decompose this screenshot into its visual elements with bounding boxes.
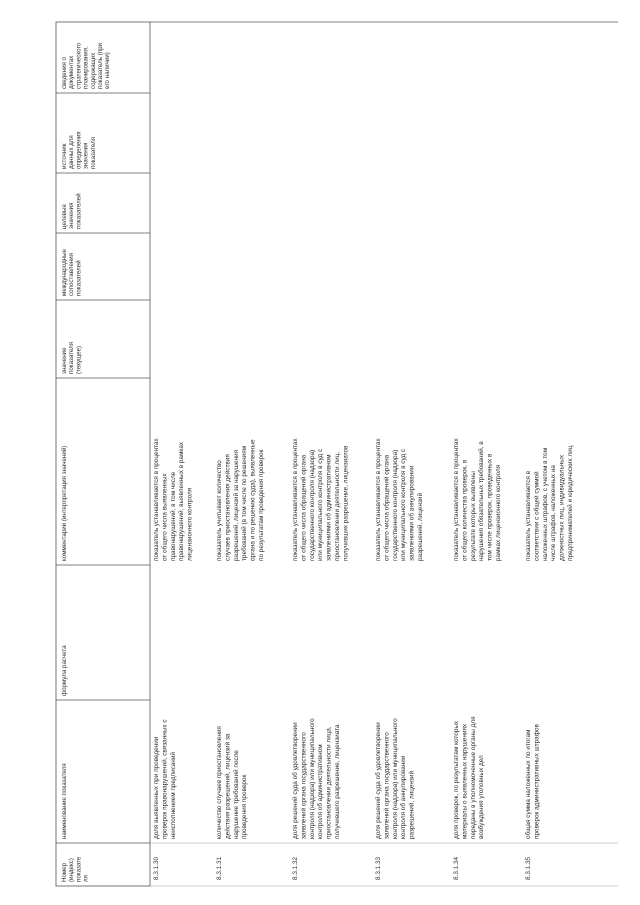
- comment-line: от общего числа выявленных: [161, 473, 169, 561]
- header-cell: [61, 856, 90, 882]
- table-row: [453, 438, 502, 880]
- table-content: [61, 42, 574, 882]
- comment-line: предпринимателей и юридических лиц: [567, 445, 574, 561]
- header-cell: [61, 342, 82, 374]
- comment-line: показатель устанавливается в процентах: [292, 438, 299, 561]
- comment-line: показатель учитывает количество: [216, 460, 223, 561]
- header-cell: [61, 248, 82, 296]
- comment-line: или муниципального контроля в суд с: [400, 448, 408, 561]
- indicator-name-line: нарушение требований после: [232, 750, 240, 839]
- indicator-name-line: неисполнением предписаний: [169, 752, 177, 839]
- indicator-name-line: разрешений, лицензий: [408, 770, 416, 839]
- header-label: его наличии): [104, 52, 112, 89]
- indicator-number: 8.3.1.31: [216, 856, 223, 880]
- indicator-number: 8.3.1.33: [375, 856, 382, 880]
- indicator-number: 8.3.1.34: [453, 856, 460, 880]
- table-row: [291, 438, 349, 880]
- header-label: ля: [82, 875, 90, 882]
- indicator-name-line: общая сумма наложенных по итогам: [525, 729, 532, 839]
- header-label: формула расчета: [61, 645, 68, 696]
- comment-line: случаев приостановления действия: [224, 454, 232, 561]
- indicator-number: 8.3.1.30: [153, 856, 160, 880]
- header-label: планирования,: [82, 46, 90, 89]
- indicator-number: 8.3.1.32: [292, 856, 299, 880]
- header-label: показате: [75, 856, 83, 882]
- comment-line: получивших разрешение, лицензиатов: [342, 445, 350, 561]
- comment-line: рамках лицензионного контроля: [495, 464, 502, 561]
- comment-line: разрешений, лицензий: [417, 492, 424, 561]
- table-row: [153, 438, 194, 880]
- comment-line: от общего количества проверок, в: [461, 459, 469, 561]
- header-label: значения: [82, 142, 90, 169]
- table-row: [524, 445, 574, 880]
- header-cell: [61, 42, 111, 89]
- comment-line: показатель устанавливается в процентах: [153, 438, 160, 561]
- indicator-name-line: заявлений органа государственного: [300, 732, 308, 839]
- comment-line: соответствии с общей суммой: [533, 471, 541, 561]
- comment-line: лицензионного контроля: [186, 487, 194, 561]
- indicator-name-line: проверок административных штрафов: [533, 724, 541, 839]
- header-label: (текущее): [75, 345, 83, 374]
- indicator-name-line: доля проверок, по результатам которых: [453, 720, 460, 839]
- header-cell: [61, 131, 97, 169]
- comment-line: государственного контроля (надзора): [308, 449, 316, 561]
- indicator-name-line: контроля об аннулировании: [400, 755, 408, 839]
- header-label: стратегического: [75, 42, 83, 89]
- comment-line: результате которых выявлены: [469, 471, 477, 561]
- indicator-name-line: возбуждения уголовных дел: [478, 755, 486, 839]
- indicator-name-line: материалы о выявленных нарушениях: [461, 723, 469, 839]
- comment-line: правонарушений, выявленных в рамках: [178, 441, 186, 561]
- comment-line: должностных лиц, индивидуальных: [558, 454, 566, 561]
- indicator-number: 8.3.1.35: [525, 856, 532, 880]
- header-label: показателя: [89, 136, 97, 169]
- indicator-name-line: заявлений органа государственного: [383, 732, 391, 839]
- header-label: значения: [68, 202, 76, 229]
- comment-line: требований (в том числе по решениям: [241, 445, 249, 561]
- header-cell: [61, 763, 68, 839]
- comment-line: числе штрафов, наложенных на: [550, 465, 558, 561]
- comment-line: органа и по решению суда), выявленные: [249, 439, 257, 561]
- header-label: комментарии (интерпретация значений): [61, 445, 68, 561]
- comment-line: разрешений, лицензий за нарушения: [232, 449, 240, 561]
- header-label: показателей: [75, 193, 83, 229]
- indicator-name-line: действия разрешений, лицензий за: [224, 733, 232, 839]
- table-row: [374, 438, 424, 880]
- comment-line: показатель устанавливается в процентах: [375, 438, 382, 561]
- header-label: международные: [61, 249, 68, 296]
- comment-line: от общего числа обращений органа: [300, 454, 308, 561]
- comment-line: показатель устанавливается в: [525, 470, 532, 561]
- header-cell: [61, 193, 82, 229]
- header-label: показателя: [68, 341, 76, 374]
- indicator-name-line: контроля (надзора) или муниципального: [391, 718, 399, 839]
- indicator-name-line: переданы в уполномоченные органы для: [469, 716, 477, 839]
- comment-line: или муниципального контроля в суд с: [317, 448, 325, 561]
- comment-line: наложенных штрафов, с учетом в том: [541, 447, 549, 561]
- comment-line: нарушения обязательных требований, в: [478, 441, 486, 561]
- indicator-name-line: получившего разрешение, лицензиата: [334, 724, 341, 839]
- header-label: сведения о: [61, 56, 68, 89]
- comment-line: от общего числа обращений органа: [383, 454, 391, 561]
- comment-line: приостановлении деятельности лиц,: [334, 451, 341, 561]
- comment-line: показатель устанавливается в процентах: [453, 438, 460, 561]
- header-label: документах: [68, 55, 76, 89]
- header-label: значение: [61, 347, 68, 374]
- indicator-name-line: контроля (надзора) или муниципального: [308, 718, 316, 839]
- comment-line: государственного контроля (надзора): [391, 449, 399, 561]
- header-label: целевые: [61, 204, 68, 229]
- header-label: показатель (при: [97, 42, 104, 89]
- indicator-name-line: доля решений суда об удовлетворении: [292, 722, 299, 839]
- header-label: наименование показателя: [61, 763, 68, 839]
- comment-line: правонарушений, в том числе: [169, 471, 177, 561]
- comment-line: том числе проверок, проведенных в: [486, 453, 494, 561]
- indicator-name-line: количество случаев приостановления: [216, 726, 223, 839]
- header-cell: [61, 446, 68, 561]
- table-row: [216, 439, 265, 880]
- comment-line: по результатам проведения проверок: [258, 449, 265, 561]
- indicator-name-line: доля решений суда об удовлетворении: [375, 722, 382, 839]
- header-label: Номер: [61, 862, 68, 882]
- header-label: содержащих: [89, 52, 97, 89]
- header-cell: [61, 645, 68, 696]
- header-label: источник: [61, 143, 68, 169]
- comment-line: заявлениями об аннулировании: [408, 465, 416, 561]
- indicator-name-line: контроля об административном: [317, 744, 325, 839]
- comment-line: заявлениями об административном: [325, 454, 333, 561]
- indicator-name-line: приостановлении деятельности лица,: [325, 726, 333, 839]
- indicator-name-line: доля выявленных при проведении: [153, 736, 160, 839]
- indicator-name-line: проведения проверок: [241, 774, 249, 839]
- header-label: показателей: [75, 260, 83, 296]
- header-label: (индекс): [68, 858, 76, 882]
- indicator-name-line: проверок правонарушений, связанных с: [161, 719, 169, 839]
- header-label: данных для: [68, 135, 76, 169]
- header-label: сопоставления: [68, 252, 76, 296]
- header-label: определения: [75, 131, 83, 169]
